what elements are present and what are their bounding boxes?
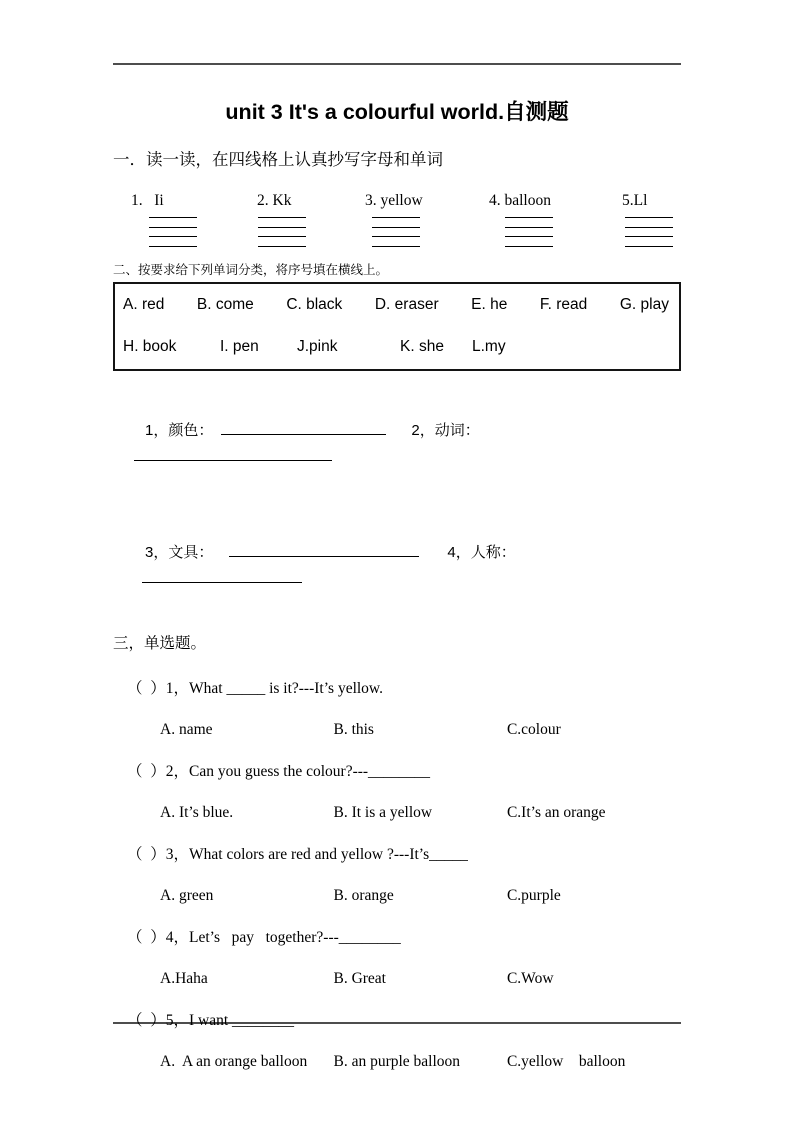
word-bank-word: C. black <box>286 296 343 313</box>
grid-line <box>372 246 420 247</box>
question-stem: （ ）1，What _____ is it?---It’s yellow. <box>127 680 383 697</box>
question-stem: （ ）4，Let’s pay together?---________ <box>127 929 401 946</box>
word-bank-word: E. he <box>471 296 508 313</box>
four-line-grid <box>372 217 420 247</box>
copy-item-label: 5.Ll <box>622 192 648 209</box>
question-options <box>113 1051 681 1073</box>
copy-item <box>365 190 423 247</box>
grid-line <box>372 217 420 218</box>
word-bank-box <box>113 282 681 371</box>
option-b: B. an purple balloon <box>333 1053 461 1070</box>
option-b: B. orange <box>333 887 394 904</box>
category-label: 1，颜色： <box>145 422 214 439</box>
section3-heading: 三，单选题。 <box>113 635 207 652</box>
grid-line <box>505 217 553 218</box>
section1-heading: 一．读一读，在四线格上认真抄写字母和单词 <box>113 150 443 169</box>
answer-blank <box>134 443 332 461</box>
word-bank-word: L.my <box>472 338 506 355</box>
question-stem: （ ）3，What colors are red and yellow ?---It’s_____ <box>127 846 468 863</box>
question-5 <box>113 1010 681 1073</box>
grid-line <box>149 227 197 228</box>
question-options <box>113 719 681 741</box>
question-options <box>113 885 681 907</box>
option-c: C.colour <box>506 721 561 738</box>
word-bank-word: G. play <box>619 296 669 313</box>
grid-line <box>149 217 197 218</box>
grid-line <box>372 227 420 228</box>
option-b: B. this <box>333 721 374 738</box>
copy-item-label: 2. Kk <box>257 192 292 209</box>
option-c: C.yellow balloon <box>506 1053 626 1070</box>
answer-blank <box>221 417 386 435</box>
worksheet-content <box>113 0 681 1093</box>
category-label: 2，动词： <box>411 422 480 439</box>
grid-line <box>625 246 673 247</box>
copy-item <box>489 190 553 247</box>
question-stem: （ ）2，Can you guess the colour?---________ <box>127 763 431 780</box>
word-bank-row <box>123 295 669 315</box>
word-bank-word: D. eraser <box>374 296 439 313</box>
word-bank-word: H. book <box>123 338 177 355</box>
section2-heading: 二、按要求给下列单词分类，将序号填在横线上。 <box>113 263 389 277</box>
grid-line <box>505 227 553 228</box>
grid-line <box>625 236 673 237</box>
answer-blank <box>142 565 302 583</box>
option-a: A. A an orange balloon <box>160 1053 308 1070</box>
question-3 <box>113 844 681 907</box>
option-c: C.purple <box>506 887 561 904</box>
four-line-grid <box>149 217 197 247</box>
copy-item-label: 3. yellow <box>365 192 423 209</box>
grid-line <box>372 236 420 237</box>
option-b: B. It is a yellow <box>333 804 433 821</box>
option-a: A.Haha <box>160 970 208 987</box>
copy-item <box>257 190 306 247</box>
word-bank-word: I. pen <box>220 338 259 355</box>
option-a: A. name <box>160 721 213 738</box>
four-line-grid <box>505 217 553 247</box>
grid-line <box>258 227 306 228</box>
category-row <box>113 393 681 493</box>
question-1 <box>113 678 681 741</box>
copy-item-label: 4. balloon <box>489 192 551 209</box>
grid-line <box>258 217 306 218</box>
grid-line <box>149 246 197 247</box>
option-a: A. It’s blue. <box>160 804 234 821</box>
word-bank-word: F. read <box>539 296 588 313</box>
grid-line <box>258 236 306 237</box>
question-2 <box>113 761 681 824</box>
word-bank-word: K. she <box>400 338 444 355</box>
word-bank-row <box>123 337 669 357</box>
four-line-grid <box>258 217 306 247</box>
grid-line <box>625 217 673 218</box>
grid-line <box>625 227 673 228</box>
copy-item <box>131 190 197 247</box>
grid-line <box>505 236 553 237</box>
word-bank-word: B. come <box>196 296 254 313</box>
question-options <box>113 802 681 824</box>
four-line-grid <box>625 217 673 247</box>
copy-item <box>622 190 673 247</box>
copy-practice-row <box>113 190 681 258</box>
option-b: B. Great <box>333 970 386 987</box>
multiple-choice-questions <box>113 678 681 1073</box>
grid-line <box>505 246 553 247</box>
option-c: C.It’s an orange <box>506 804 606 821</box>
grid-line <box>149 236 197 237</box>
answer-blank <box>229 539 419 557</box>
copy-item-label: 1. Ii <box>131 192 164 209</box>
question-options <box>113 968 681 990</box>
word-bank-word: J.pink <box>297 338 338 355</box>
question-stem: （ ）5，I want ________ <box>127 1012 295 1029</box>
category-label: 3，文具： <box>145 544 214 561</box>
word-bank-word: A. red <box>123 296 165 313</box>
option-a: A. green <box>160 887 214 904</box>
option-c: C.Wow <box>506 970 554 987</box>
grid-line <box>258 246 306 247</box>
category-label: 4，人称： <box>447 544 516 561</box>
question-4 <box>113 927 681 990</box>
category-row <box>113 515 681 615</box>
page-title: unit 3 It's a colourful world.自测题 <box>225 100 569 124</box>
